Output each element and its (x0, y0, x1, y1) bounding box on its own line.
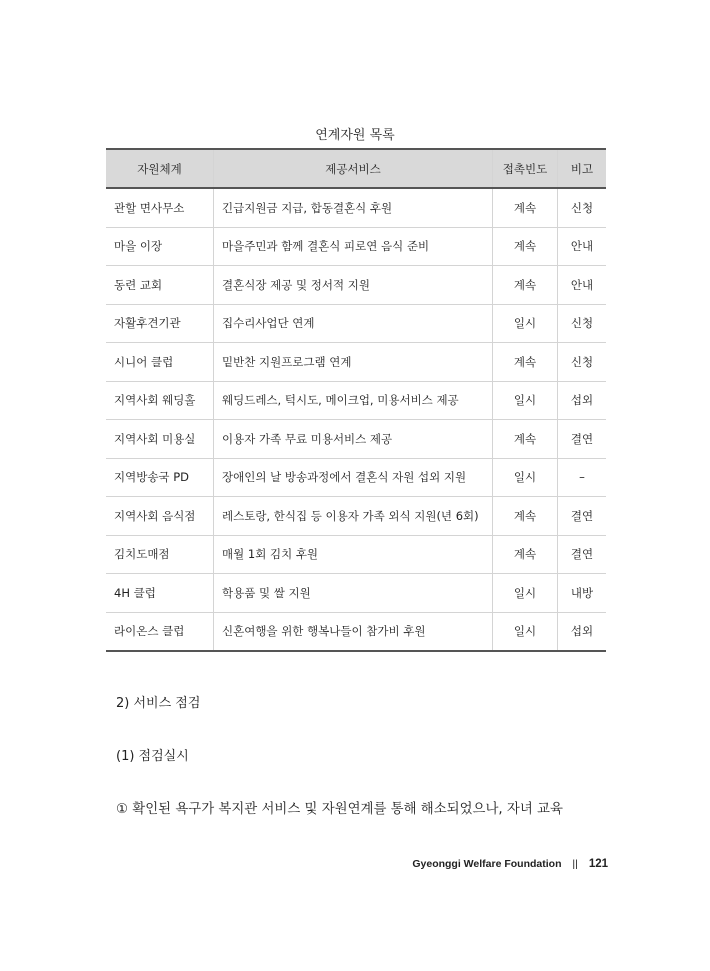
cell-note: 섭외 (558, 612, 607, 651)
cell-service: 레스토랑, 한식집 등 이용자 가족 외식 지원(년 6회) (214, 497, 493, 536)
cell-resource: 동련 교회 (106, 266, 214, 305)
page-footer (412, 858, 608, 870)
cell-resource: 자활후견기관 (106, 304, 214, 343)
cell-note: 결연 (558, 420, 607, 459)
cell-resource: 김치도매점 (106, 535, 214, 574)
cell-frequency: 일시 (493, 381, 558, 420)
cell-resource: 시니어 클럽 (106, 343, 214, 382)
cell-resource: 관할 면사무소 (106, 188, 214, 227)
cell-service: 밑반찬 지원프로그램 연계 (214, 343, 493, 382)
cell-note: 결연 (558, 535, 607, 574)
cell-service: 결혼식장 제공 및 정서적 지원 (214, 266, 493, 305)
cell-service: 이용자 가족 무료 미용서비스 제공 (214, 420, 493, 459)
cell-resource: 라이온스 클럽 (106, 612, 214, 651)
cell-note: 신청 (558, 304, 607, 343)
cell-note: 내방 (558, 574, 607, 613)
cell-frequency: 계속 (493, 420, 558, 459)
cell-note: 안내 (558, 227, 607, 266)
cell-frequency: 계속 (493, 188, 558, 227)
cell-service: 학용품 및 쌀 지원 (214, 574, 493, 613)
table-row (106, 497, 606, 536)
cell-service: 마을주민과 함께 결혼식 피로연 음식 준비 (214, 227, 493, 266)
page-number: 121 (588, 858, 608, 870)
cell-note: 신청 (558, 188, 607, 227)
cell-service: 신혼여행을 위한 행복나들이 참가비 후원 (214, 612, 493, 651)
header-service: 제공서비스 (214, 149, 493, 188)
cell-resource: 지역사회 음식점 (106, 497, 214, 536)
table-row (106, 420, 606, 459)
header-resource: 자원체계 (106, 149, 214, 188)
cell-resource: 지역사회 웨딩홀 (106, 381, 214, 420)
cell-resource: 4H 클럽 (106, 574, 214, 613)
table-row (106, 381, 606, 420)
table-row (106, 458, 606, 497)
cell-frequency: 계속 (493, 227, 558, 266)
table-row (106, 535, 606, 574)
cell-service: 웨딩드레스, 턱시도, 메이크업, 미용서비스 제공 (214, 381, 493, 420)
table-row (106, 227, 606, 266)
cell-frequency: 일시 (493, 574, 558, 613)
cell-frequency: 일시 (493, 612, 558, 651)
cell-service: 매월 1회 김치 후원 (214, 535, 493, 574)
cell-frequency: 계속 (493, 535, 558, 574)
header-note: 비고 (558, 149, 607, 188)
table-row (106, 574, 606, 613)
subsection-heading: (1) 점검실시 (116, 749, 189, 764)
cell-frequency: 계속 (493, 497, 558, 536)
header-frequency: 접촉빈도 (493, 149, 558, 188)
table-row (106, 343, 606, 382)
cell-service: 장애인의 날 방송과정에서 결혼식 자원 섭외 지원 (214, 458, 493, 497)
table-row (106, 304, 606, 343)
cell-note: 결연 (558, 497, 607, 536)
body-paragraph: ① 확인된 욕구가 복지관 서비스 및 자원연계를 통해 해소되었으나, 자녀 교육 (116, 802, 563, 817)
cell-frequency: 일시 (493, 458, 558, 497)
cell-frequency: 일시 (493, 304, 558, 343)
footer-organization: Gyeonggi Welfare Foundation (412, 858, 562, 870)
cell-note: 신청 (558, 343, 607, 382)
table-row (106, 612, 606, 651)
cell-service: 긴급지원금 지급, 합동결혼식 후원 (214, 188, 493, 227)
table-row (106, 266, 606, 305)
table-caption: 연계자원 목록 (315, 128, 395, 143)
section-heading: 2) 서비스 점검 (116, 696, 201, 711)
resource-table (106, 148, 606, 652)
cell-service: 집수리사업단 연계 (214, 304, 493, 343)
table-header-row (106, 149, 606, 188)
cell-resource: 지역사회 미용실 (106, 420, 214, 459)
cell-frequency: 계속 (493, 266, 558, 305)
cell-note: – (558, 458, 607, 497)
cell-frequency: 계속 (493, 343, 558, 382)
cell-resource: 마을 이장 (106, 227, 214, 266)
cell-note: 섭외 (558, 381, 607, 420)
table-row (106, 188, 606, 227)
cell-resource: 지역방송국 PD (106, 458, 214, 497)
cell-note: 안내 (558, 266, 607, 305)
footer-separator: || (572, 858, 578, 870)
